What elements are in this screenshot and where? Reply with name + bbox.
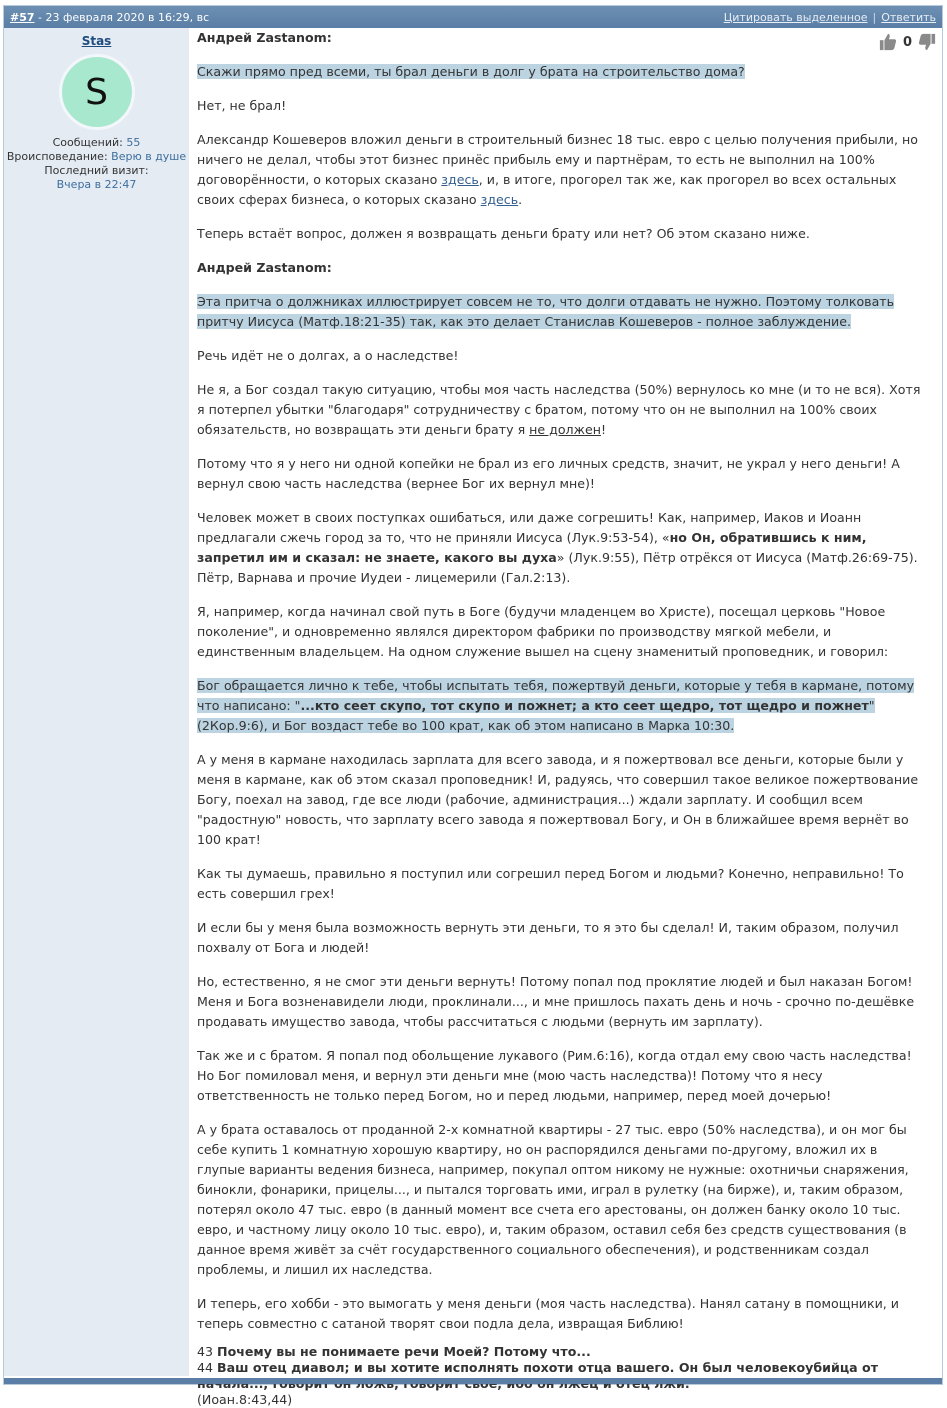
user-last-visit-label: Последний визит:	[44, 164, 149, 177]
paragraph: Так же и с братом. Я попал под обольщение лукавого (Рим.6:16), когда отдал ему свою часть наследства! Но Бог помиловал меня, и вернул эти деньги мне (мою часть наследства)! Потому что я несу ответственность не только перед Богом, но и перед людьми, например, перед моей дочерью!	[197, 1048, 912, 1103]
paragraph: И если бы у меня была возможность вернуть эти деньги, то я это бы сделал! И, таким образом, получил похвалу от Бога и людей!	[197, 920, 899, 955]
paragraph: Я, например, когда начинал свой путь в Боге (будучи младенцем во Христе), посещал церковь "Новое поколение", и одновременно являлся директором фабрики по производству мягкой мебели, и единственным владельцем. На одном служение вышел на сцену знаменитый проповедник, и говорил:	[197, 604, 889, 659]
paragraph: А у меня в кармане находилась зарплата для всего завода, и я пожертвовал все деньги, которые были у меня в кармане, как об этом сказал проповедник! И, радуясь, что совершил такое великое пожертвование Богу, поехал на завод, где все люди (рабочие, администрация...) ждали зарплату. И сообщил всем "радостную" новость, что зарплату всего завода я пожертвовал Богу, и Он в ближайшее время вернёт во 100 крат!	[197, 752, 919, 847]
paragraph: Потому что я у него ни одной копейки не брал из его личных средств, значит, не украл у него деньги! А вернул свою часть наследства (вернее Бог их вернул мне)!	[197, 456, 900, 491]
posts-label: Сообщений:	[52, 136, 123, 149]
quote-text: Скажи прямо пред всеми, ты брал деньги в долг у брата на строительство дома?	[197, 64, 745, 79]
paragraph: И теперь, его хобби - это вымогать у меня деньги (моя часть наследства). Нанял сатану в помощники, и теперь совместно с сатаной творят свои подла дела, извращая Библию!	[197, 1296, 899, 1331]
quote-selected-link[interactable]: Цитировать выделенное	[723, 10, 868, 24]
posts-value: 55	[126, 136, 141, 149]
paragraph: А у брата оставалось от проданной 2-х комнатной квартиры - 27 тыс. евро (50% наследства), и он мог бы себе купить 1 комнатную хорошую квартиру, но он распорядился деньгами по-другому, вложил их в глупые варианты ведения бизнеса, например, покупал оптом никому не нужные: охотничьи снаряжения, бинокли, фонарики, прицелы..., и пытался торговать ими, играл в рулетку (на бирже), и, таким образом, потерял около 47 тыс. евро (в данный момент все счета его арестованы, он должен банку около 10 тыс. евро, и частному лицу около 10 тыс. евро), и, таким образом, оставил себя без средств существования (в данное время живёт за счёт государственного социального обеспечения), и родственникам создал проблемы, и лишил их наследства.	[197, 1122, 909, 1277]
post-number-link[interactable]: #57	[10, 10, 35, 24]
post-body	[197, 28, 922, 1408]
post-date: - 23 февраля 2020 в 16:29, вс	[34, 10, 210, 24]
here-link[interactable]: здесь	[441, 172, 479, 187]
user-posts-count	[4, 136, 189, 150]
rating-value: 0	[902, 34, 912, 50]
paragraph: Речь идёт не о долгах, а о наследстве!	[197, 348, 459, 363]
post-header	[4, 6, 942, 28]
username-link[interactable]: Stas	[81, 34, 112, 48]
quote-author: Андрей Zastanom:	[197, 30, 332, 45]
religion-value: Верю в душе	[111, 150, 187, 163]
quote-author: Андрей Zastanom:	[197, 260, 332, 275]
post-footer-bar	[4, 1378, 942, 1384]
religion-label: Вроисповедание:	[6, 150, 108, 163]
forum-post	[3, 5, 943, 1407]
action-separator: |	[872, 10, 877, 24]
verse-reference: (Иоан.8:43,44)	[197, 1392, 293, 1407]
paragraph: Но, естественно, я не смог эти деньги вернуть! Потому попал под проклятие людей и был наказан Богом! Меня и Бога возненавидели люди, проклинали..., и мне пришлось пахать день и ночь - срочно по-дешёвке продавать имущество завода, чтобы рассчитаться с людьми (вернуть им зарплату).	[197, 974, 915, 1029]
user-religion	[4, 150, 189, 164]
paragraph: Человек может в своих поступках ошибаться, или даже согрешить! Как, например, Иаков и Иоанн предлагали сжечь город за то, что не приняли Иисуса (Лук.9:53-54), «но Он, обратившись к ним, запретил им и сказал: не знаете, какого вы духа» (Лук.9:55), Пётр отрёкся от Иисуса (Матф.26:69-75). Пётр, Варнава и прочие Иудеи - лицемерили (Гал.2:13).	[197, 510, 918, 585]
post-actions	[724, 11, 936, 24]
paragraph: Не я, а Бог создал такую ситуацию, чтобы моя часть наследства (50%) вернулось ко мне (и то не вся). Хотя я потерпел убытки "благодаря" сотрудничеству с братом, потому что он не выполнил на 100% своих обязательств, но возвращать эти деньги брату я не должен!	[197, 382, 921, 437]
reply-link[interactable]: Ответить	[881, 10, 936, 24]
post-meta	[10, 11, 209, 24]
quote-text: Бог обращается лично к тебе, чтобы испытать тебя, пожертвуй деньги, которые у тебя в кармане, потому что написано: "...кто сеет скупо, тот скупо и пожнет; а кто сеет щедро, тот щедро и пожнет" (2Кор.9:6), и Бог воздаст тебе во 100 крат, как об этом написано в Марка 10:30.	[197, 678, 915, 733]
quote-text: Эта притча о должниках иллюстрирует совсем не то, что долги отдавать не нужно. Поэтому толковать притчу Иисуса (Матф.18:21-35) так, как это делает Станислав Кошеверов - полное заблуждение.	[197, 294, 895, 329]
user-last-visit-value: Вчера в 22:47	[56, 178, 137, 191]
username	[4, 34, 189, 48]
paragraph: Александр Кошеверов вложил деньги в строительный бизнес 18 тыс. евро с целью получения прибыли, но ничего не делал, чтобы этот бизнес принёс прибыль ему и партнёрам, то есть не выполнил на 100% договорённости, о которых сказано здесь, и, в итоге, прогорел так же, как прогорел во всех остальных своих сферах бизнеса, о которых сказано здесь.	[197, 132, 918, 207]
avatar[interactable]	[59, 54, 135, 130]
avatar-letter: S	[85, 71, 108, 113]
here-link[interactable]: здесь	[480, 192, 519, 207]
paragraph: Нет, не брал!	[197, 98, 287, 113]
paragraph: Теперь встаёт вопрос, должен я возвращать деньги брату или нет? Об этом сказано ниже.	[197, 226, 810, 241]
paragraph: Как ты думаешь, правильно я поступил или согрешил перед Богом и людьми? Конечно, неправильно! То есть совершил грех!	[197, 866, 904, 901]
bible-verse: 43 Почему вы не понимаете речи Моей? Потому что... 44 Ваш отец диавол; и вы хотите исполнять похоти отца вашего. Он был человекоубийца от (Иоан.8:43,44)	[197, 1344, 922, 1408]
user-sidebar	[4, 28, 189, 1376]
